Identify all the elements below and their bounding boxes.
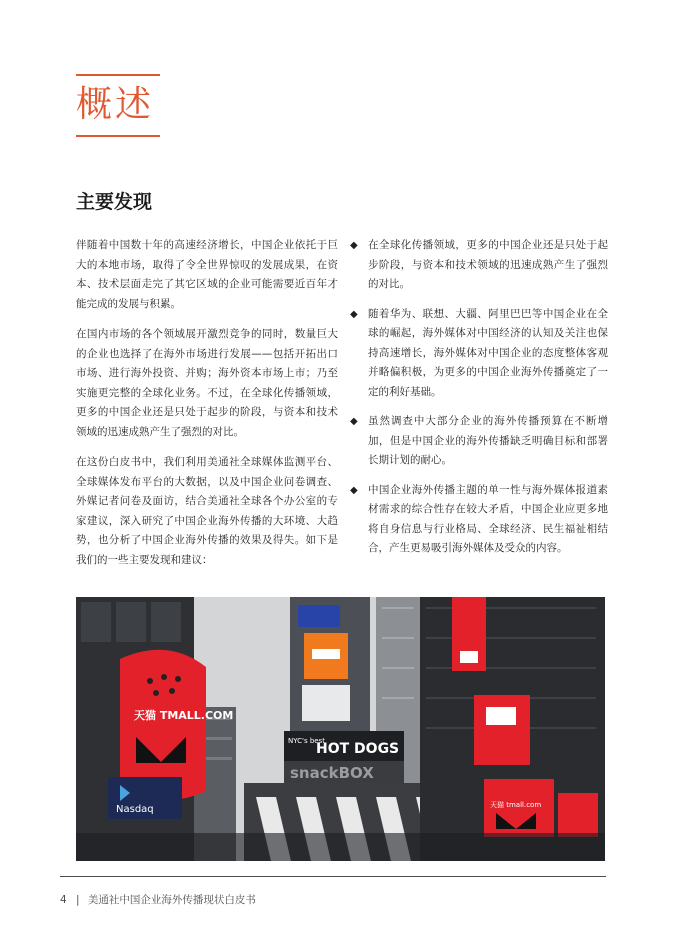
diamond-bullet-icon: ◆	[350, 240, 358, 251]
paragraph: 在这份白皮书中，我们利用美通社全球媒体监测平台、全球媒体发布平台的大数据，以及中国企业问卷调查、外媒记者问卷及面访，结合美通社全球各个办公室的专家建议，深入研究了中国企业海外传播的大环境、大趋势，也分析了中国企业海外传播的效果及得失。如下是我们的一些主要发现和建议：	[76, 456, 338, 566]
diamond-bullet-icon: ◆	[350, 308, 358, 320]
paragraph: 在国内市场的各个领域展开激烈竞争的同时，数量巨大的企业也选择了在海外市场进行发展——包括开拓出口市场、进行海外投资、并购；海外资本市场上市；乃至实施更完整的全球化业务。不过，在全球化传播领域，更多的中国企业还是只处于起步的阶段，与资本和技术领域的迅速成熟产生了强烈的对比。	[76, 328, 338, 438]
tmall-left-sign-text: 天猫 TMALL.COM	[134, 709, 234, 722]
section-title: 概述	[76, 84, 155, 125]
hot-dogs-sign-text: HOT DOGS	[316, 741, 400, 757]
footer-rule	[60, 876, 606, 877]
list-item-text: 在全球化传播领域，更多的中国企业还是只处于起步阶段，与资本和技术领域的迅速成熟产生了强烈的对比。	[368, 239, 608, 290]
subtitle: 主要发现	[76, 191, 153, 213]
paragraph: 伴随着中国数十年的高速经济增长，中国企业依托于巨大的本地市场，取得了令全世界惊叹的发展成果，在资本、技术层面走完了其它区域的企业可能需要近百年才能完成的发展与积累。	[76, 239, 338, 310]
list-item-text: 随着华为、联想、大疆、阿里巴巴等中国企业在全球的崛起，海外媒体对中国经济的认知及关注也保持高速增长，海外媒体对中国企业的态度整体客观并略偏积极，为更多的中国企业海外传播奠定了一定的利好基础。	[368, 307, 608, 398]
list-item	[350, 481, 608, 559]
left-column	[76, 236, 338, 581]
title-top-rule	[76, 74, 160, 76]
footer-separator: |	[76, 894, 80, 906]
title-bottom-rule	[76, 135, 160, 137]
times-square-photo	[76, 597, 605, 861]
nyc-best-sign-text: NYC's best	[288, 737, 325, 745]
list-item	[350, 305, 608, 403]
diamond-bullet-icon: ◆	[350, 484, 358, 496]
list-item-text: 中国企业海外传播主题的单一性与海外媒体报道素材需求的综合性存在较大矛盾，中国企业应更多地将自身信息与行业格局、全球经济、民生福祉相结合，产生更易吸引海外媒体及受众的内容。	[368, 483, 608, 554]
list-item	[350, 412, 608, 471]
list-item-text: 虽然调查中大部分企业的海外传播预算在不断增加，但是中国企业的海外传播缺乏明确目标和部署长期计划的耐心。	[368, 415, 608, 466]
findings-list	[350, 236, 608, 559]
tmall-right-sign-text: 天猫 tmall.com	[490, 801, 542, 809]
page-number: 4	[60, 894, 67, 906]
right-column	[350, 236, 608, 569]
footer-doc-title: 美通社中国企业海外传播现状白皮书	[87, 894, 256, 906]
diamond-bullet-icon: ◆	[350, 416, 358, 427]
footer	[60, 893, 256, 907]
snackbox-sign-text: snackBOX	[290, 764, 374, 782]
nasdaq-sign-text: Nasdaq	[116, 804, 154, 815]
list-item	[350, 236, 608, 295]
